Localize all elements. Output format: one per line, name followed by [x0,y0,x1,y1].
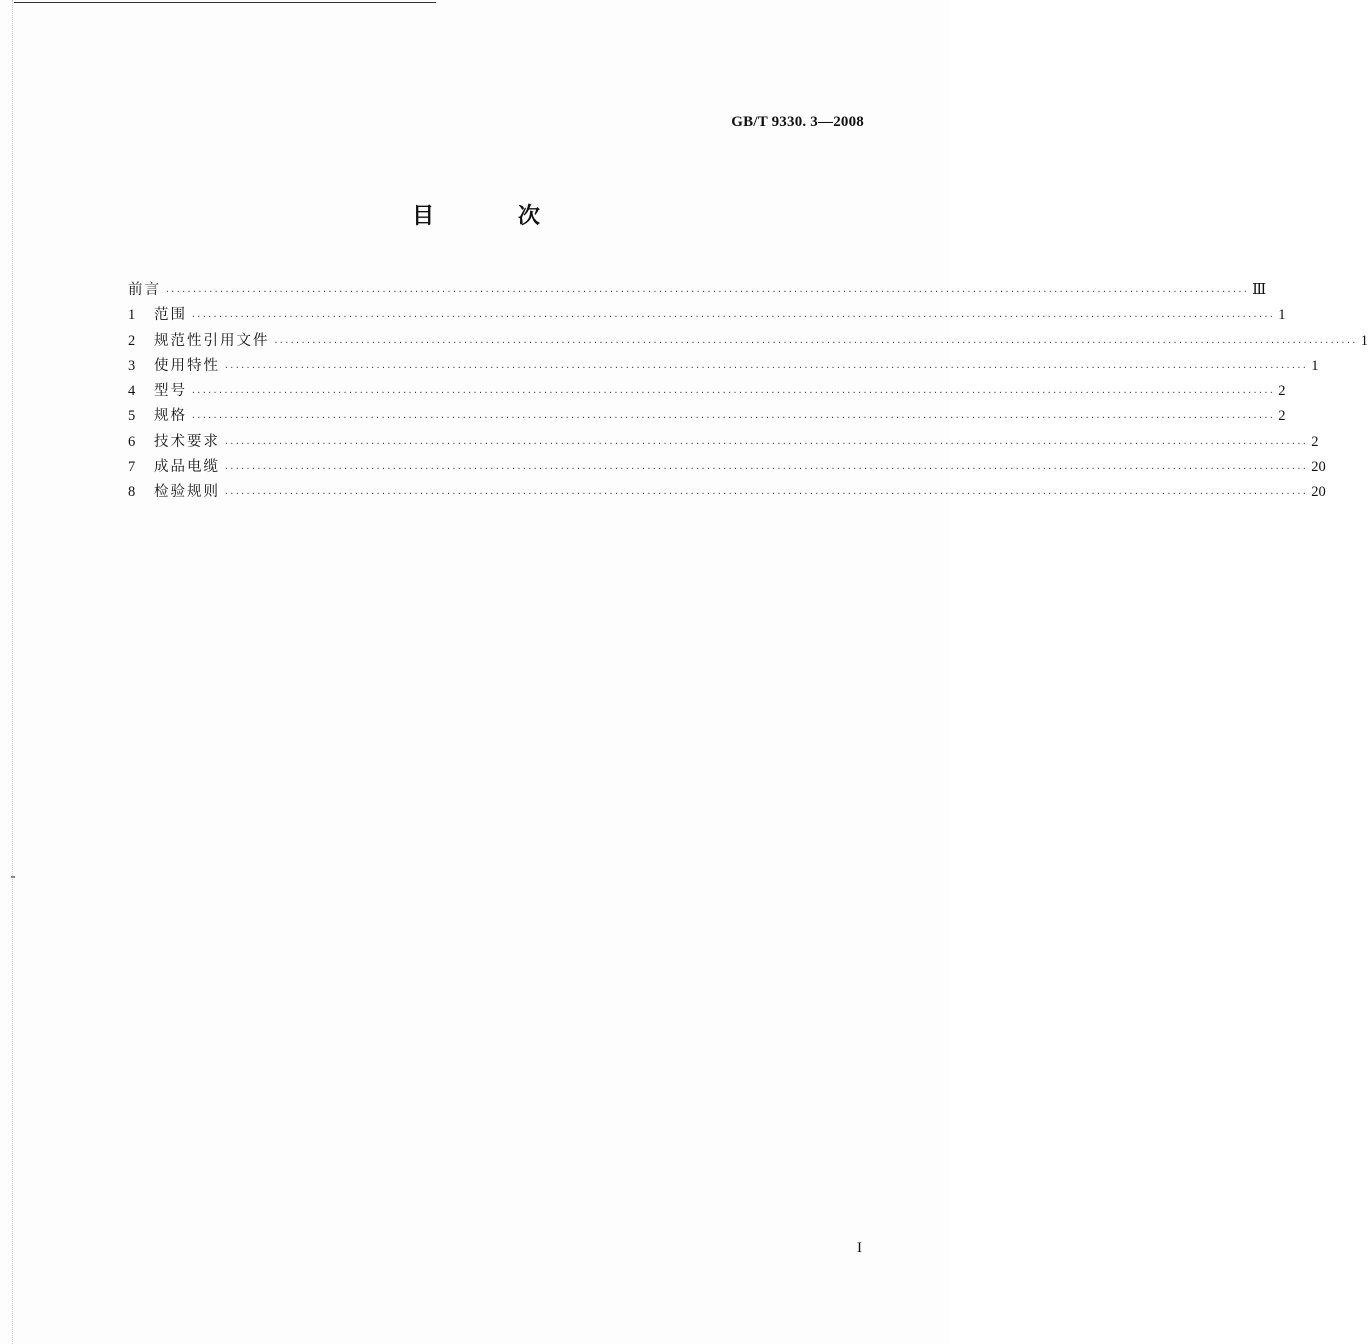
toc-entry-label: 范围 [154,307,187,324]
toc-entry-label: 使用特性 [154,357,220,374]
toc-entry-number: 6 [128,433,136,450]
table-of-contents [128,278,1368,506]
toc-dot-leader: ········································································································································································································ [273,337,1357,347]
toc-entry-number: 3 [128,357,136,374]
toc-entry-page: 20 [1311,484,1326,501]
toc-entry-page: 2 [1278,408,1286,425]
toc-entry-number: 8 [128,484,136,501]
toc-entry-number: 1 [128,307,136,324]
toc-entry-label: 前言 [128,282,161,298]
toc-entry-number: 7 [128,459,136,476]
toc-title: 目 次 [412,204,578,229]
toc-entry[interactable] [128,354,1319,379]
toc-entry[interactable] [128,329,1368,354]
toc-dot-leader: ········································································································································································································ [165,287,1249,296]
toc-entry-number: 5 [128,408,136,425]
toc-dot-leader: ········································································································································································································ [224,489,1308,499]
toc-entry-page: Ⅲ [1252,282,1267,298]
toc-dot-leader: ········································································································································································································ [191,312,1275,322]
toc-entry-page: 1 [1360,332,1368,349]
toc-entry-label: 规范性引用文件 [154,332,270,349]
toc-entry-label: 型号 [154,383,187,400]
toc-entry-number: 2 [128,332,136,349]
scan-speck [11,876,15,878]
toc-entry[interactable] [128,480,1326,505]
toc-dot-leader: ········································································································································································································ [224,362,1308,372]
toc-entry-page: 2 [1278,383,1286,400]
toc-dot-leader: ········································································································································································································ [224,464,1308,474]
toc-entry-number: 4 [128,383,136,400]
toc-entry[interactable] [128,430,1319,455]
top-rule [14,2,436,3]
toc-entry-label: 规格 [154,408,187,425]
toc-entry[interactable] [128,278,1267,303]
toc-entry[interactable] [128,303,1286,328]
toc-entry-label: 检验规则 [154,484,220,501]
toc-entry-page: 2 [1311,433,1319,450]
standard-number: GB/T 9330. 3—2008 [731,114,864,130]
toc-dot-leader: ········································································································································································································ [191,413,1275,423]
toc-entry-label: 技术要求 [154,433,220,450]
toc-entry[interactable] [128,455,1326,480]
toc-dot-leader: ········································································································································································································ [224,438,1308,448]
toc-dot-leader: ········································································································································································································ [191,388,1275,398]
toc-entry-page: 1 [1278,307,1286,324]
toc-entry[interactable] [128,379,1286,404]
toc-entry[interactable] [128,404,1286,429]
page-number: I [857,1240,862,1256]
toc-entry-page: 1 [1311,357,1319,374]
toc-entry-label: 成品电缆 [154,459,220,476]
toc-entry-page: 20 [1311,459,1326,476]
